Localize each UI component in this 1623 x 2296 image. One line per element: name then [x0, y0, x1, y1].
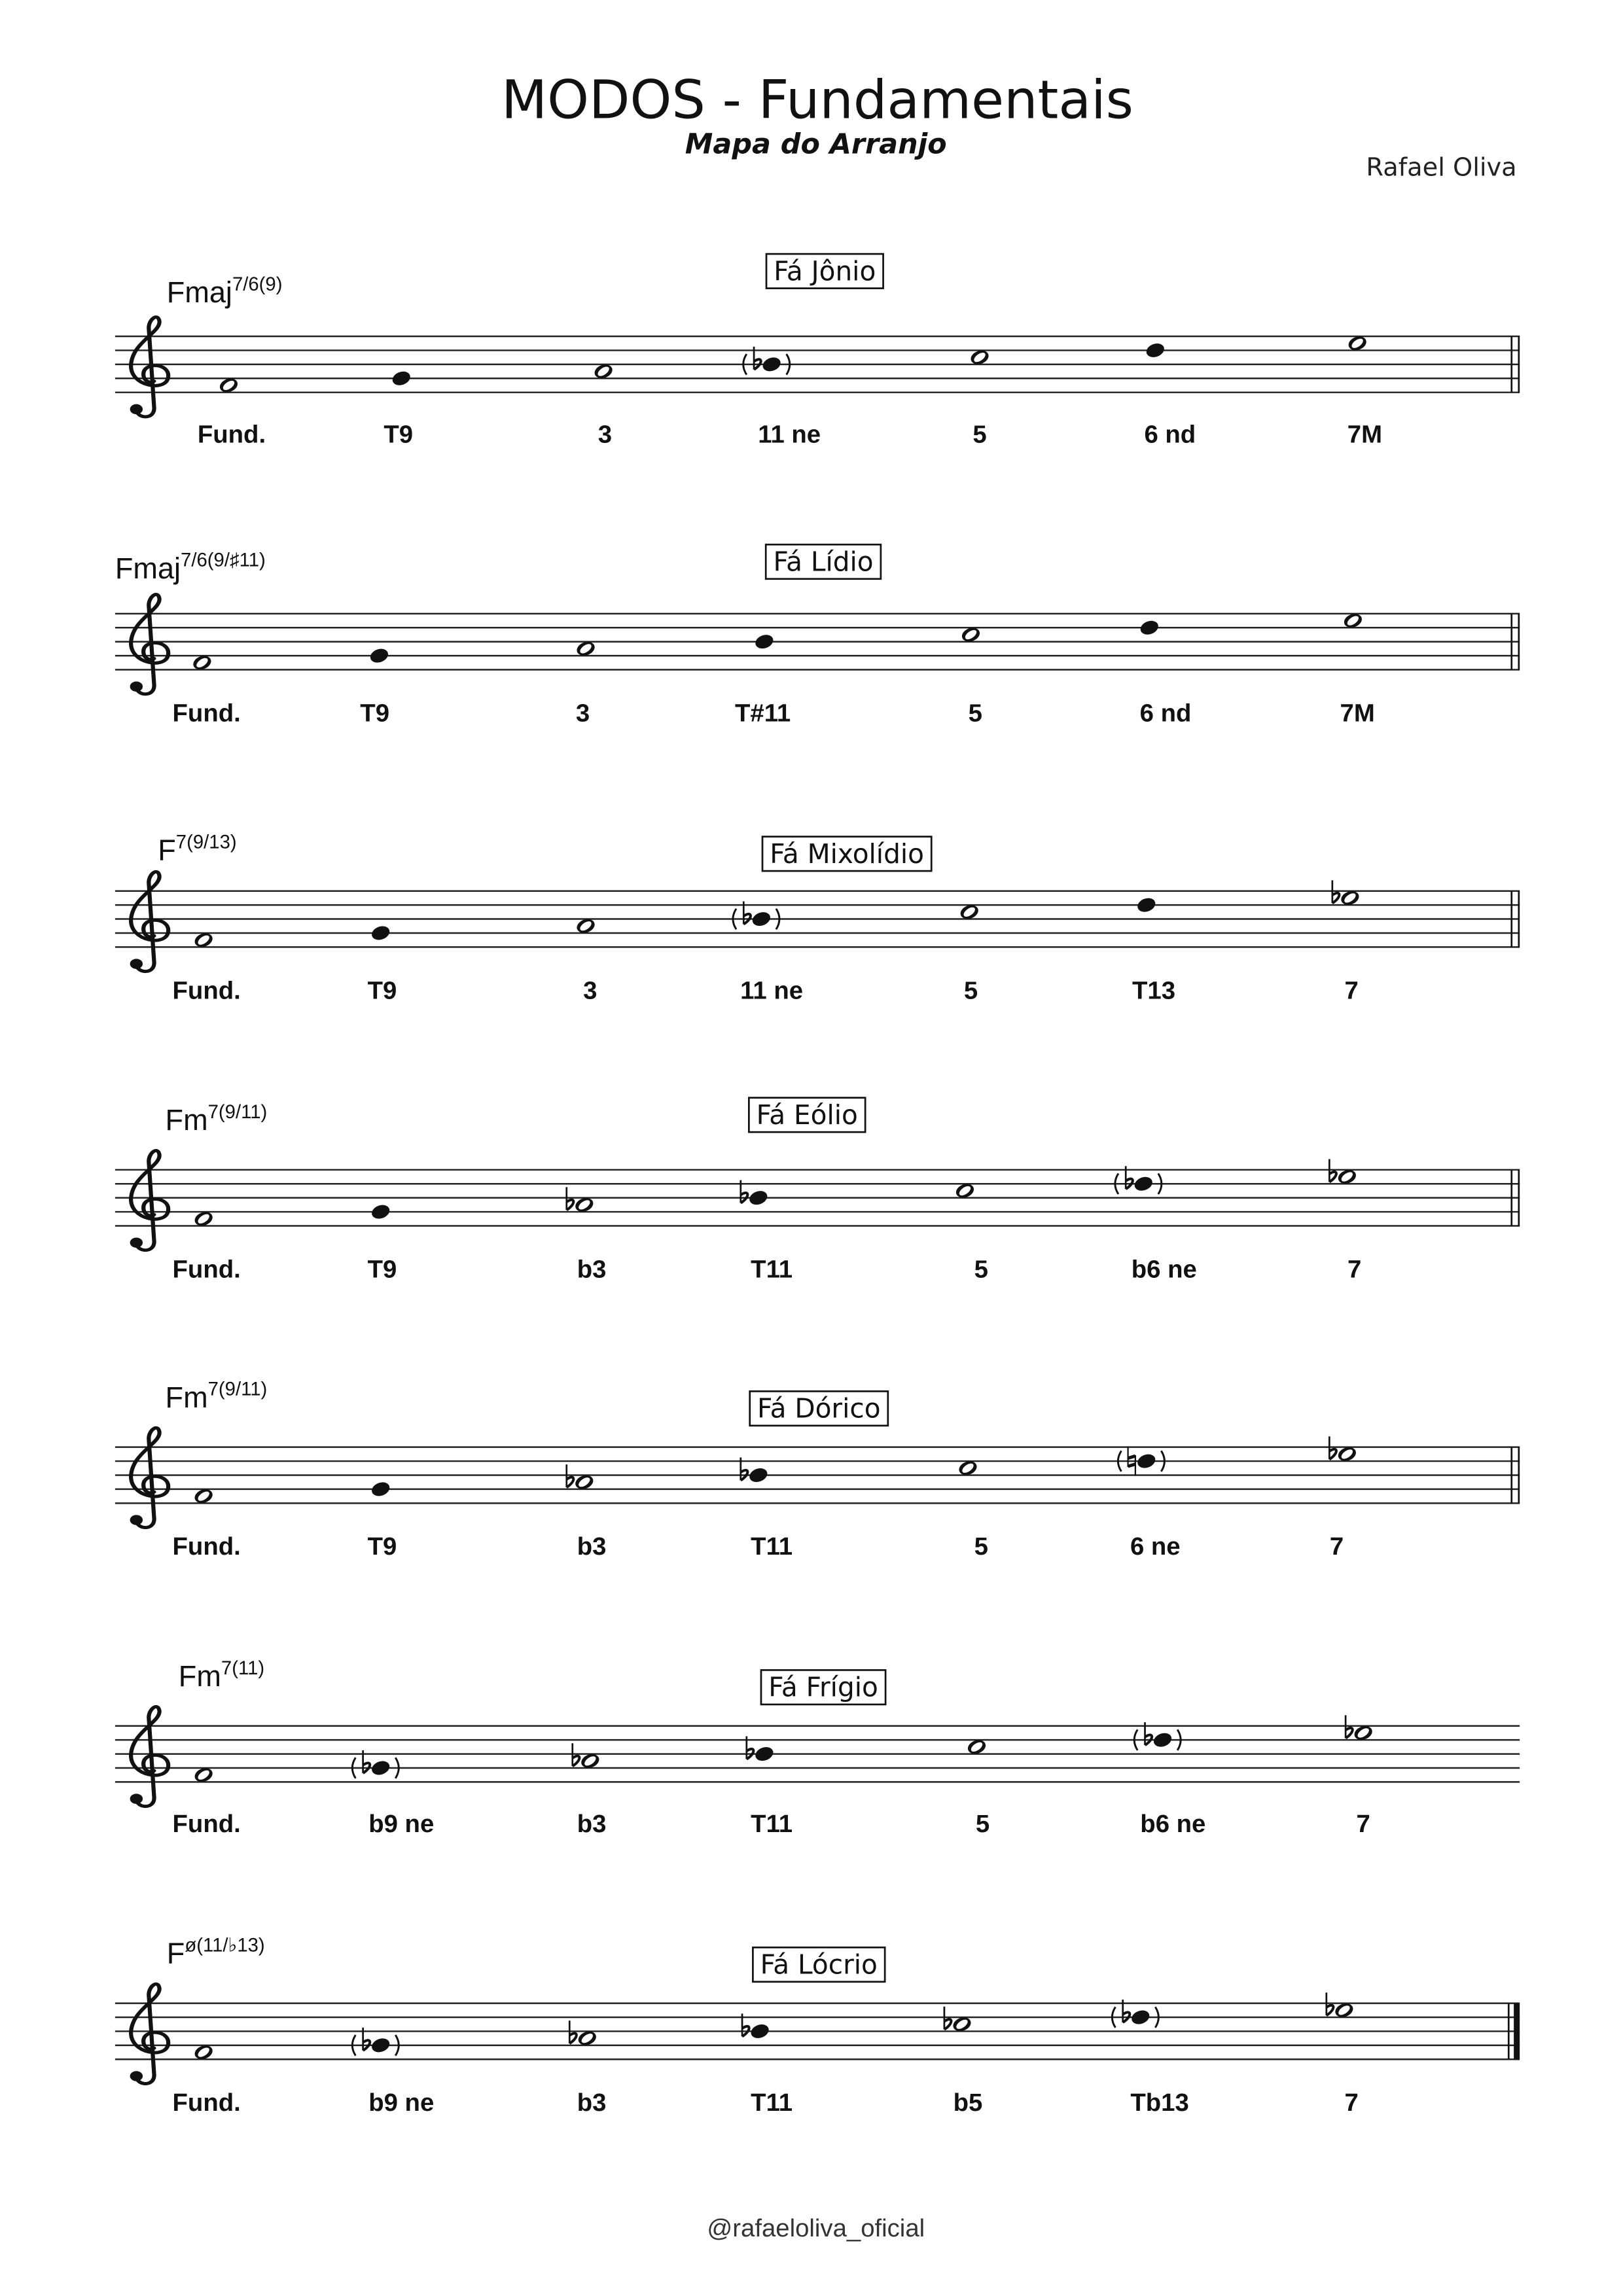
degree-label: 7M	[1347, 420, 1383, 449]
degree-label: Fund.	[172, 2089, 241, 2117]
degree-label: 5	[972, 420, 987, 449]
degree-label: Fund.	[172, 1810, 241, 1839]
degree-label: T9	[367, 1255, 397, 1284]
degree-label: 7	[1344, 976, 1359, 1005]
mode-label: Fá Lócrio	[760, 1949, 878, 1981]
degree-label: 6 nd	[1144, 420, 1196, 449]
degree-label: 3	[583, 976, 597, 1005]
degree-label: T11	[751, 2089, 793, 2117]
degree-label: b6 ne	[1131, 1255, 1197, 1284]
footer-handle: @rafaeloliva_oficial	[707, 2214, 925, 2242]
mode-label: Fá Jônio	[774, 255, 876, 287]
clef-ball	[130, 404, 143, 414]
clef-ball	[130, 1515, 143, 1525]
degree-label: b3	[577, 1255, 607, 1284]
degree-label: b9 ne	[368, 1810, 435, 1839]
clef-ball	[130, 1237, 143, 1247]
chord-extension: 7(9/11)	[207, 1378, 268, 1400]
degree-label: 7	[1347, 1255, 1362, 1284]
degree-label: 11 ne	[740, 976, 804, 1005]
clef-ball	[130, 2071, 143, 2081]
degree-label: b3	[577, 2089, 607, 2117]
degree-label: Fund.	[172, 1255, 241, 1284]
clef-ball	[130, 682, 143, 692]
degree-label: 5	[974, 1255, 988, 1284]
chord-extension: 7(9/13)	[175, 831, 237, 853]
degree-label: Fund.	[172, 699, 241, 728]
mode-label: Fá Dórico	[757, 1392, 881, 1424]
natural-lower-bar	[1128, 1464, 1135, 1466]
degree-label: 5	[968, 699, 982, 728]
degree-label: 7	[1344, 2089, 1359, 2117]
clef-ball	[130, 1793, 143, 1803]
degree-label: T#11	[734, 699, 791, 728]
chord-extension: 7/6(9)	[232, 274, 283, 296]
degree-label: 3	[575, 699, 590, 728]
degree-label: Tb13	[1130, 2089, 1189, 2117]
final-barline-thick	[1514, 2004, 1520, 2060]
degree-label: 5	[974, 1532, 988, 1561]
degree-label: b3	[577, 1532, 607, 1561]
chord-extension: 7/6(9/♯11)	[181, 549, 266, 571]
page-subtitle: Mapa do Arranjo	[685, 128, 947, 161]
degree-label: b9 ne	[368, 2089, 435, 2117]
chord-extension: ø(11/♭13)	[185, 1934, 265, 1956]
page-title: MODOS - Fundamentais	[501, 69, 1133, 132]
mode-label: Fá Frígio	[768, 1671, 878, 1703]
mode-label: Fá Lídio	[773, 546, 874, 578]
degree-label: 7M	[1340, 699, 1375, 728]
degree-label: 3	[597, 420, 613, 449]
degree-label: Fund.	[172, 976, 241, 1005]
degree-label: b6 ne	[1140, 1810, 1206, 1839]
degree-label: 6 ne	[1130, 1532, 1181, 1561]
degree-label: 11 ne	[758, 420, 821, 449]
chord-root: Fm	[165, 1103, 208, 1137]
degree-label: Fund.	[172, 1532, 241, 1561]
chord-root: Fm	[165, 1380, 208, 1414]
degree-label: b5	[953, 2089, 983, 2117]
degree-label: T9	[383, 420, 414, 449]
degree-label: T11	[751, 1810, 793, 1839]
degree-label: 7	[1329, 1532, 1344, 1561]
chord-root: Fmaj	[166, 275, 232, 309]
chord-root: Fmaj	[115, 551, 181, 585]
chord-root: Fm	[178, 1659, 221, 1693]
mode-label: Fá Mixolídio	[770, 838, 924, 870]
chord-root: F	[158, 833, 176, 867]
mode-label: Fá Eólio	[756, 1099, 858, 1131]
degree-label: 5	[975, 1810, 990, 1839]
clef-ball	[130, 959, 143, 968]
degree-label: T11	[751, 1255, 793, 1284]
degree-label: 7	[1356, 1810, 1370, 1839]
degree-label: Fund.	[197, 420, 266, 449]
degree-label: b3	[577, 1810, 607, 1839]
chord-root: F	[166, 1936, 185, 1970]
chord-extension: 7(9/11)	[207, 1101, 268, 1123]
degree-label: T11	[751, 1532, 793, 1561]
degree-label: 6 nd	[1139, 699, 1192, 728]
degree-label: T13	[1132, 976, 1176, 1005]
composer-name: Rafael Oliva	[1366, 152, 1517, 183]
chord-extension: 7(11)	[221, 1657, 265, 1679]
degree-label: 5	[963, 976, 978, 1005]
degree-label: T9	[367, 976, 397, 1005]
degree-label: T9	[367, 1532, 397, 1561]
natural-upper-bar	[1128, 1456, 1135, 1458]
degree-label: T9	[360, 699, 390, 728]
